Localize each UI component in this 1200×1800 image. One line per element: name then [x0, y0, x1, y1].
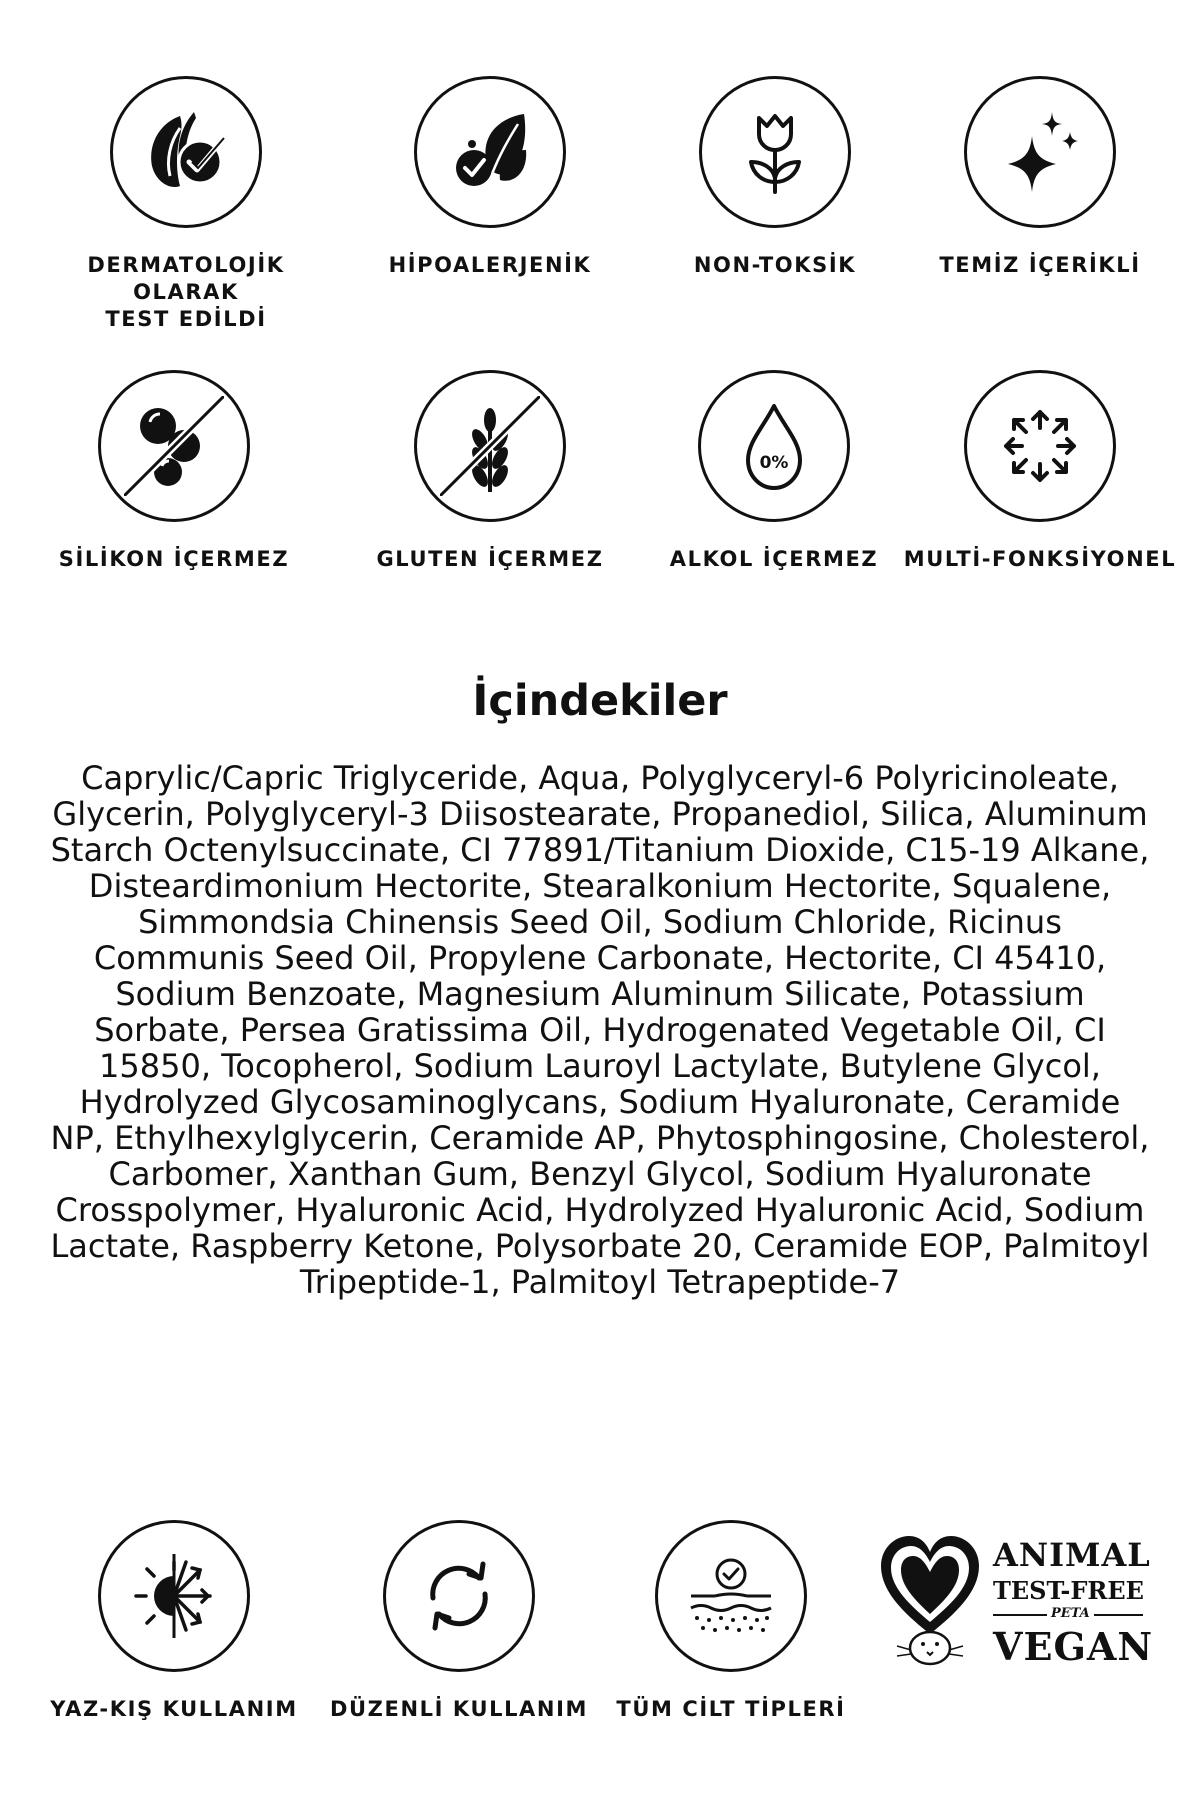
- leaf-berry-icon: [414, 76, 566, 228]
- badge-non-toxic: [630, 76, 920, 279]
- silicone-free-icon: [98, 370, 250, 522]
- badge-alcohol-free: [629, 370, 919, 573]
- badge-label: DÜZENLİ KULLANIM: [330, 1697, 588, 1721]
- badge-gluten-free: [345, 370, 635, 573]
- tulip-icon: [699, 76, 851, 228]
- badge-silicone-free: [29, 370, 319, 573]
- alcohol-percent-text: 0%: [759, 453, 789, 473]
- alcohol-free-drop-icon: [698, 370, 850, 522]
- badge-label: DERMATOLOJİK OLARAK TEST EDİLDİ: [87, 253, 285, 331]
- badge-label: ALKOL İÇERMEZ: [669, 547, 879, 571]
- badge-label: HİPOALERJENİK: [388, 253, 592, 277]
- peta-vegan-text: VEGAN: [993, 1624, 1154, 1669]
- peta-animal-text: ANIMAL: [993, 1536, 1151, 1574]
- sun-snowflake-icon: [98, 1520, 250, 1672]
- badge-label: YAZ-KIŞ KULLANIM: [50, 1697, 298, 1721]
- badge-regular-use: [314, 1520, 604, 1723]
- badge-clean-ingredients: [895, 76, 1185, 279]
- badge-summer-winter: [29, 1520, 319, 1723]
- badge-all-skin-types: [586, 1520, 876, 1723]
- badge-label: SİLİKON İÇERMEZ: [58, 547, 290, 571]
- multi-arrows-icon: [964, 370, 1116, 522]
- bunny-heart-logo: [875, 1530, 985, 1670]
- cycle-arrows-icon: [383, 1520, 535, 1672]
- badge-dermatologically-tested: [41, 76, 331, 333]
- peta-brand-text: PETA: [1047, 1606, 1094, 1621]
- peta-test-free-text: TEST-FREE: [993, 1576, 1144, 1605]
- badge-label: MULTİ-FONKSİYONEL: [903, 547, 1177, 571]
- sparkle-icon: [964, 76, 1116, 228]
- peta-animal-test-free-vegan-logo: [875, 1530, 1165, 1670]
- badge-multi-functional: [895, 370, 1185, 573]
- badge-label: GLUTEN İÇERMEZ: [376, 547, 604, 571]
- badge-label: NON-TOKSİK: [693, 253, 857, 277]
- ingredients-text: Caprylic/Capric Triglyceride, Aqua, Polyglyceryl-6 Polyricinoleate, Glycerin, Polyglyceryl-3 Diisostearate, Propanediol, Silica, Aluminum Starch Octenylsuccinate, CI 77891/Titanium Dioxide, C15-19 Alkane, Disteardimonium Hectorite, Stearalkonium Hectorite, Squalene, Simmondsia Chinensis Seed Oil, Sodium Chloride, Ricinus Communis Seed Oil, Propylene Carbonate, Hectorite, CI 45410, Sodium Benzoate, Magnesium Aluminum Silicate, Potassium Sorbate, Persea Gratissima Oil, Hydrogenated Vegetable Oil, CI 15850, Tocopherol, Sodium Lauroyl Lactylate, Butylene Glycol, Hydrolyzed Glycosaminoglycans, Sodium Hyaluronate, Ceramide NP, Ethylhexylglycerin, Ceramide AP, Phytosphingosine, Cholesterol, Carbomer, Xanthan Gum, Benzyl Glycol, Sodium Hyaluronate Crosspolymer, Hyaluronic Acid, Hydrolyzed Hyaluronic Acid, Sodium Lactate, Raspberry Ketone, Polysorbate 20, Ceramide EOP, Palmitoyl Tripeptide-1, Palmitoyl Tetrapeptide-7: [50, 759, 1150, 1301]
- ingredients-title: İçindekiler: [472, 676, 728, 726]
- badge-label: TÜM CİLT TİPLERİ: [616, 1697, 846, 1721]
- badge-label: TEMİZ İÇERİKLİ: [939, 253, 1141, 277]
- skin-layers-check-icon: [655, 1520, 807, 1672]
- badge-hypoallergenic: [345, 76, 635, 279]
- gluten-free-icon: [414, 370, 566, 522]
- leaf-check-icon: [110, 76, 262, 228]
